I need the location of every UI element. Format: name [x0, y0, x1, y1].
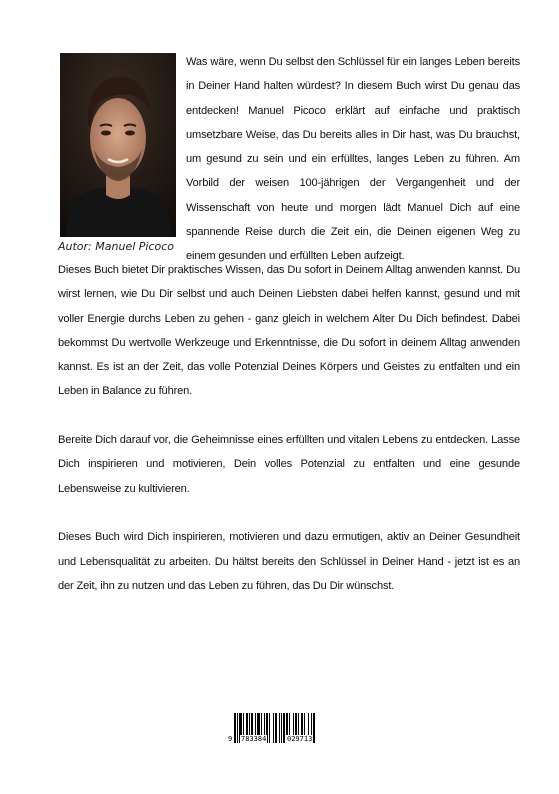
- paragraph-1: Dieses Buch bietet Dir praktisches Wissen, das Du sofort in Deinem Alltag anwenden kannst. Du wirst lernen, wie Du Dir selbst und auch Deinen Liebsten dabei helfen kannst, gesund und mit voller Energie durchs Leben zu gehen - ganz gleich in welchem Alter Du Dich befindest. Dabei bekommst Du wertvolle Werkzeuge und Erkenntnisse, die Du sofort in deinem Alltag anwenden kannst. Es ist an der Zeit, das volle Potenzial Deines Körpers und Geistes zu entfalten und ein Leben in Balance zu führen.: [58, 264, 520, 398]
- barcode-first-digit: 9: [228, 735, 233, 743]
- barcode-right-group: 029713: [287, 735, 313, 743]
- intro-paragraph: Was wäre, wenn Du selbst den Schlüssel für ein langes Leben bereits in Deiner Hand halten würdest? In diesem Buch wirst Du genau das entdecken! Manuel Picoco erklärt auf einfache und praktisch umsetzbare Weise, das Du bereits alles in Dir hast, was Du brauchst, um gesund zu sein und ein erfülltes, langes Leben zu führen. Am Vorbild der weisen 100-jährigen der Vergangenheit und der Wissenschaft von heute und morgen lädt Manuel Dich auf eine spannende Reise durch die Zeit ein, die Deinen eigenen Weg zu einem gesunden und erfüllten Leben aufzeigt.: [186, 56, 520, 263]
- author-photo: [60, 53, 176, 237]
- author-caption: Autor: Manuel Picoco: [58, 240, 175, 253]
- paragraph-2: Bereite Dich darauf vor, die Geheimnisse eines erfüllten und vitalen Lebens zu entdecken. Lasse Dich inspirieren und motivieren, Dein volles Potenzial zu entfalten und eine gesunde Lebensweise zu kultivieren.: [58, 434, 520, 495]
- barcode-number: [228, 735, 332, 745]
- paragraph-3: Dieses Buch wird Dich inspirieren, motivieren und dazu ermutigen, aktiv an Deiner Gesundheit und Lebensqualität zu arbeiten. Du hältst bereits den Schlüssel in Deiner Hand - jetzt ist es an der Zeit, ihn zu nutzen und das Leben zu führen, das Du Dir wünschst.: [58, 531, 520, 592]
- body-text: [58, 258, 520, 622]
- barcode-left-group: 783384: [241, 735, 267, 743]
